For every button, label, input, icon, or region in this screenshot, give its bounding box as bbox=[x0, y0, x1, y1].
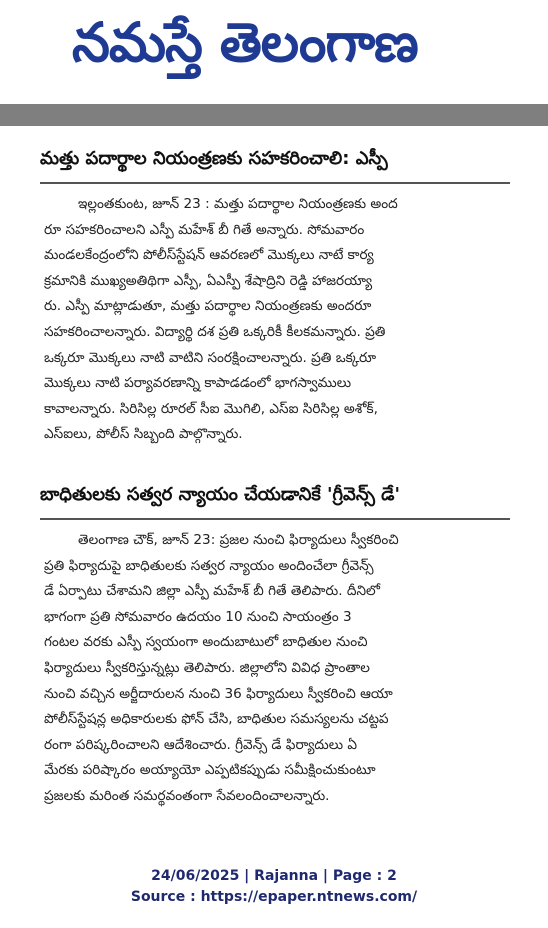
article-drug-control bbox=[0, 146, 548, 448]
article-grievance-day bbox=[0, 482, 548, 810]
body-line: డే ఏర్పాటు చేశామని జిల్లా ఎస్పీ మహేశ్ బీ గితే తెలిపారు. దీనిలో bbox=[44, 583, 380, 600]
article-headline: మత్తు పదార్థాల నియంత్రణకు సహకరించాలి: ఎస్పీ bbox=[40, 148, 388, 169]
body-line: కావాలన్నారు. సిరిసిల్ల రూరల్ సీఐ మొగిలి, ఎస్ఐ సిరిసిల్ల అశోక్, bbox=[44, 400, 378, 417]
body-line: క్రమానికి ముఖ్యఅతిథిగా ఎస్పీ, ఏఎస్పీ శేషాద్రిని రెడ్డి హాజరయ్యా bbox=[44, 272, 373, 289]
body-line: ఎస్ఐలు, పోలీస్ సిబ్బంది పాల్గొన్నారు. bbox=[44, 426, 243, 443]
body-line: రు. ఎస్పీ మాట్లాడుతూ, మత్తు పదార్థాల నియంత్రణకు అందరూ bbox=[44, 298, 372, 315]
masthead bbox=[0, 0, 548, 92]
headline-rule bbox=[40, 518, 510, 520]
body-line: ఒక్కరూ మొక్కలు నాటి వాటిని సంరక్షించాలన్నారు. ప్రతి ఒక్కరూ bbox=[44, 349, 377, 366]
body-line: ప్రతి ఫిర్యాదుపై బాధితులకు సత్వర న్యాయం అందించేలా గ్రీవెన్స్ bbox=[44, 557, 374, 574]
article-body bbox=[44, 528, 506, 810]
body-line: ఫిర్యాదులు స్వీకరిస్తున్నట్లు తెలిపారు. జిల్లాలోని వివిధ ప్రాంతాల bbox=[44, 659, 370, 676]
masthead-divider-bar bbox=[0, 104, 548, 126]
body-line: మండలకేంద్రంలోని పోలీస్‌స్టేషన్ ఆవరణలో మొక్కలు నాటే కార్య bbox=[44, 247, 374, 264]
body-line: తెలంగాణ చౌక్, జూన్ 23: ప్రజల నుంచి ఫిర్యాదులు స్వీకరించి bbox=[78, 532, 399, 548]
article-headline: బాధితులకు సత్వర న్యాయం చేయడానికే 'గ్రీవెన్స్ డే' bbox=[40, 484, 400, 505]
body-line: మొక్కలు నాటి పర్యావరణాన్ని కాపాడడంలో భాగస్వాములు bbox=[44, 375, 352, 392]
body-line: రూ సహకరించాలని ఎస్పీ మహేశ్ బీ గితే అన్నారు. సోమవారం bbox=[44, 221, 365, 238]
body-line: సహకరించాలన్నారు. విద్యార్థి దశ ప్రతి ఒక్కరికీ కీలకమన్నారు. ప్రతి bbox=[44, 323, 386, 340]
footer-source-link[interactable]: Source : https://epaper.ntnews.com/ bbox=[130, 889, 418, 905]
body-line: నుంచి వచ్చిన అర్జీదారులన నుంచి 36 ఫిర్యాదులు స్వీకరించి ఆయా bbox=[44, 685, 393, 702]
body-line: మేరకు పరిష్కారం అయ్యాయో ఎప్పటికప్పుడు సమీక్షించుకుంటూ bbox=[44, 762, 376, 779]
article-body bbox=[44, 192, 506, 448]
masthead-logo: నమస్తే తెలంగాణ bbox=[72, 11, 418, 74]
body-line: భాగంగా ప్రతి సోమవారం ఉదయం 10 నుంచి సాయంత్రం 3 bbox=[44, 608, 352, 625]
body-line: ఇల్లంతకుంట, జూన్ 23 : మత్తు పదార్థాల నియంత్రణకు అంద bbox=[78, 196, 398, 212]
body-line: రంగా పరిష్కరించాలని ఆదేశించారు. గ్రీవెన్స్ డే ఫిర్యాదులు ఏ bbox=[44, 736, 358, 753]
body-line: ప్రజలకు మరింత సమర్థవంతంగా సేవలందించాలన్నారు. bbox=[44, 787, 330, 804]
body-line: గంటల వరకు ఎస్పీ స్వయంగా అందుబాటులో బాధితుల నుంచి bbox=[44, 634, 368, 651]
body-line: పోలీస్‌స్టేషన్ల అధికారులకు ఫోన్ చేసి, బాధితుల సమస్యలను చట్టప bbox=[44, 711, 389, 728]
footer-edition-info: 24/06/2025 | Rajanna | Page : 2 bbox=[151, 868, 397, 884]
headline-rule bbox=[40, 182, 510, 184]
